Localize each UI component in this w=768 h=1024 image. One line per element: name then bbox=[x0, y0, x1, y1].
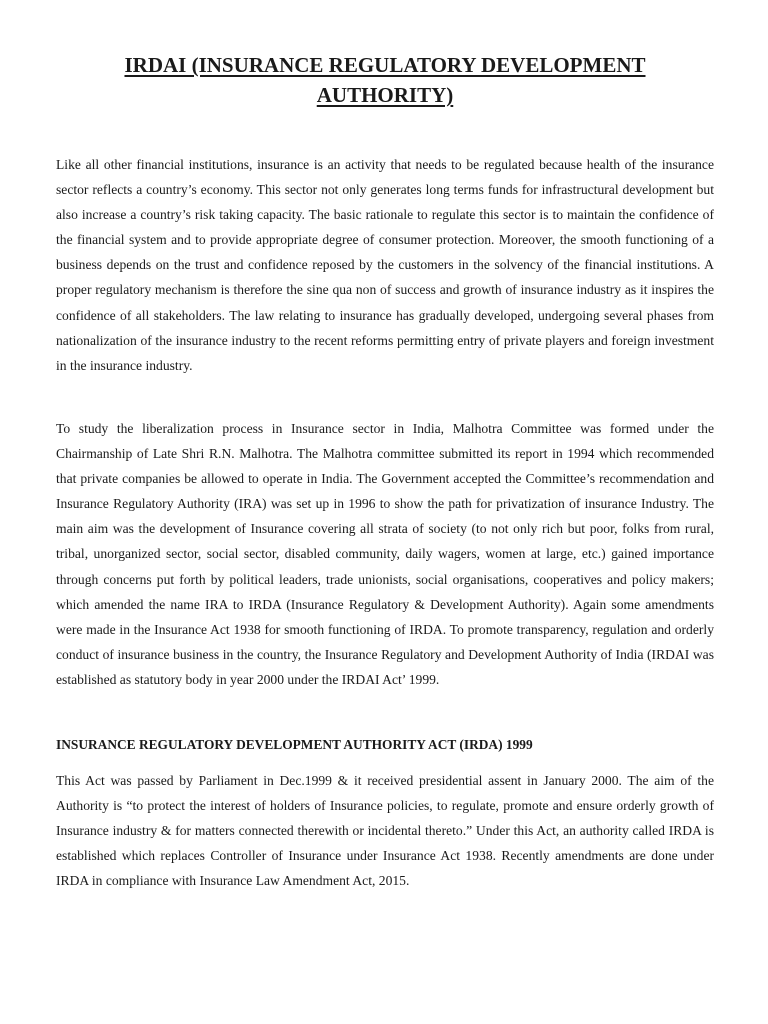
document-title: IRDAI (INSURANCE REGULATORY DEVELOPMENT AUTHORITY) bbox=[124, 53, 646, 107]
paragraph-introduction: Like all other financial institutions, insurance is an activity that needs to be regulated because health of the insurance sector reflects a country’s economy. This sector not only generates long terms funds for infrastructural development but also increase a country’s risk taking capacity. The basic rationale to regulate this sector is to maintain the confidence of the financial system and to provide appropriate degree of consumer protection. Moreover, the smooth functioning of a business depends on the trust and confidence reposed by the customers in the solvency of the financial institutions. A proper regulatory mechanism is therefore the sine qua non of success and growth of insurance industry as it inspires the confidence of all stakeholders. The law relating to insurance has gradually developed, undergoing several phases from nationalization of the insurance industry to the recent reforms permitting entry of private players and foreign investment in the insurance industry. bbox=[56, 157, 714, 373]
section-heading: INSURANCE REGULATORY DEVELOPMENT AUTHORITY ACT (IRDA) 1999 bbox=[56, 737, 533, 752]
paragraph-liberalization: To study the liberalization process in Insurance sector in India, Malhotra Committee was formed under the Chairmanship of Late Shri R.N. Malhotra. The Malhotra committee submitted its report in 1994 which recommended that private companies be allowed to operate in India. The Government accepted the Committee’s recommendation and Insurance Regulatory Authority (IRA) was set up in 1996 to show the path for privatization of insurance Industry. The main aim was the development of Insurance covering all strata of society (to not only rich but poor, folks from rural, tribal, unorganized sector, social sector, disabled community, daily wagers, women at large, etc.) gained importance through concerns put forth by political leaders, trade unionists, social organisations, cooperatives and policy makers; which amended the name IRA to IRDA (Insurance Regulatory & Development Authority). Again some amendments were made in the Insurance Act 1938 for smooth functioning of IRDA. To promote transparency, regulation and orderly conduct of insurance business in the country, the Insurance Regulatory and Development Authority of India (IRDAI was established as statutory body in year 2000 under the IRDAI Act’ 1999. bbox=[56, 421, 714, 687]
paragraph-irda-act: This Act was passed by Parliament in Dec.1999 & it received presidential assent in January 2000. The aim of the Authority is “to protect the interest of holders of Insurance policies, to regulate, promote and ensure orderly growth of Insurance industry & for matters connected therewith or incidental thereto.” Under this Act, an authority called IRDA is established which replaces Controller of Insurance under Insurance Act 1938. Recently amendments are done under IRDA in compliance with Insurance Law Amendment Act, 2015. bbox=[56, 773, 714, 889]
